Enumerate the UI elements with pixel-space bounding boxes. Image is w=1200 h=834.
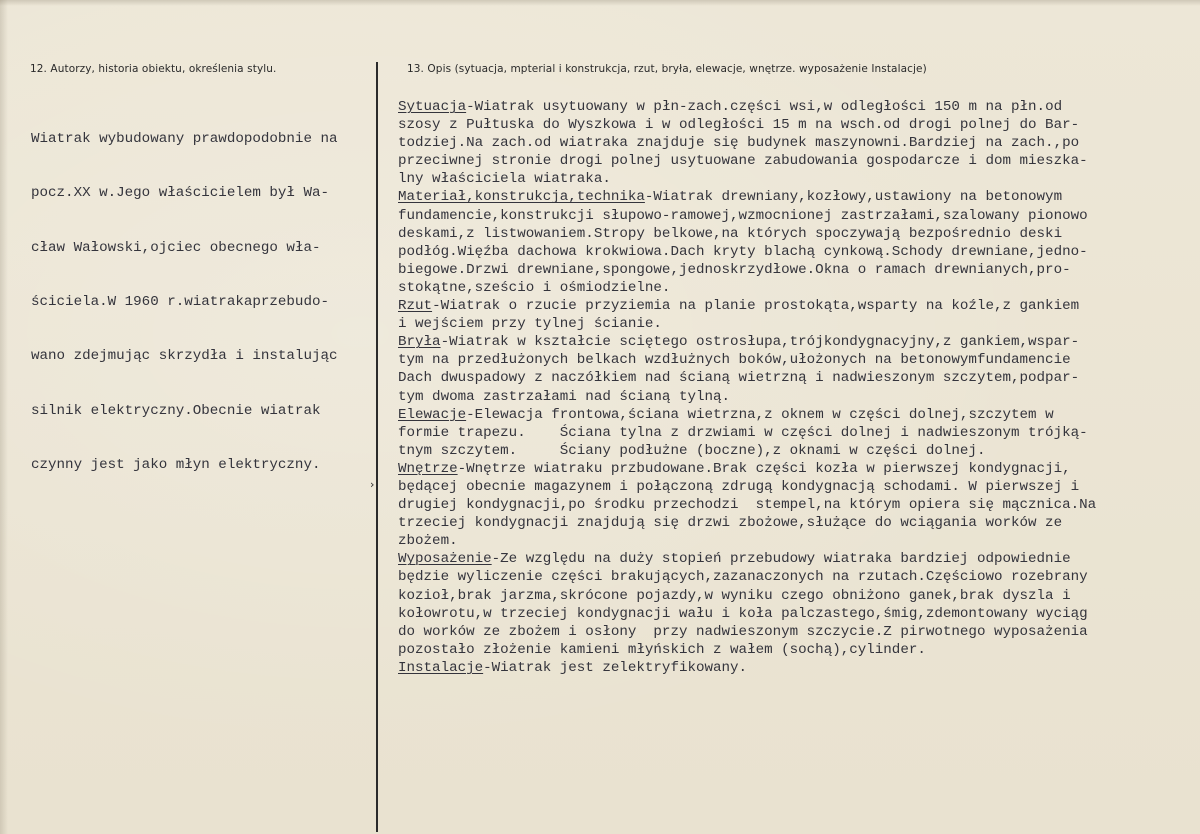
divider-tick-mark: ›	[370, 478, 375, 491]
text-line	[398, 659, 1096, 677]
text-line: pocz.XX w.Jego właścicielem był Wa-	[31, 185, 329, 202]
line-text: kozioł,brak jarzma,skrócone pojazdy,w wyniku czego obniżono ganek,brak dyszla i	[398, 587, 1071, 604]
line-text: drugiej kondygnacji,po środku przechodzi stempel,na którym opiera się mącznica.Na	[398, 497, 1097, 514]
text-line	[398, 623, 1096, 641]
text-line	[398, 460, 1096, 478]
text-line: ściciela.W 1960 r.wiatrakaprzebudo-	[31, 294, 329, 311]
text-line	[398, 587, 1096, 605]
paper-edge-top	[0, 0, 1200, 6]
text-line	[398, 279, 1096, 297]
text-line: cław Wałowski,ojciec obecnego wła-	[31, 239, 321, 256]
line-text: formie trapezu. Ściana tylna z drzwiami w części dolnej i nadwieszonym trójką-	[398, 424, 1088, 441]
line-text: zbożem.	[398, 533, 458, 550]
line-text: tym na przedłużonych belkach wzdłużnych boków,ułożonych na betonowymfundamencie	[398, 352, 1071, 369]
text-line	[398, 532, 1096, 550]
line-text: -Wiatrak jest zelektryfikowany.	[483, 659, 748, 676]
section-label: Wnętrze	[398, 460, 458, 477]
section-label: Bryła	[398, 334, 441, 351]
line-text: tnym szczytem. Ściany podłużne (boczne),z oknami w części dolnej.	[398, 442, 986, 459]
text-line	[398, 496, 1096, 514]
line-text: podłóg.Więźba dachowa krokwiowa.Dach kryty blachą cynkową.Schody drewniane,jedno-	[398, 243, 1088, 260]
line-text: pozostało złożenie kamieni młyńskich z wałem (sochą),cylinder.	[398, 641, 926, 658]
line-text: -Wiatrak drewniany,kozłowy,ustawiony na betonowym	[644, 189, 1063, 206]
section-12-heading: 12. Autorzy, historia obiektu, określenia stylu.	[30, 63, 277, 75]
text-line	[398, 333, 1096, 351]
line-text: kołowrotu,w trzeciej kondygnacji wału i koła palczastego,śmig,zdemontowany wyciąg	[398, 605, 1088, 622]
line-text: trzeciej kondygnacji znajdują się drzwi zbożowe,służące do wciągania worków ze	[398, 515, 1063, 532]
line-text: będzie wyliczenie części brakujących,zazanaczonych na rzutach.Częściowo rozebrany	[398, 569, 1088, 586]
text-line	[398, 568, 1096, 586]
paper-edge-left	[0, 0, 8, 834]
text-line	[398, 369, 1096, 387]
line-text: -Wiatrak o rzucie przyziemia na planie prostokąta,wsparty na koźle,z gankiem	[432, 298, 1080, 315]
line-text: tym dwoma zastrzałami nad ścianą tylną.	[398, 388, 731, 405]
line-text: przeciwnej stronie drogi polnej usytuowane zabudowania gospodarcze i dom mieszka-	[398, 153, 1088, 170]
section-label: Instalacje	[398, 659, 484, 676]
text-line	[398, 442, 1096, 460]
section-label: Rzut	[398, 298, 433, 315]
line-text: i wejściem przy tylnej ścianie.	[398, 316, 662, 333]
line-text: -Wiatrak w kształcie sciętego ostrosłupa,trójkondygnacyjny,z gankiem,wspar-	[440, 334, 1080, 351]
text-line	[398, 261, 1096, 279]
text-line	[398, 207, 1096, 225]
text-line	[398, 605, 1096, 623]
text-line	[398, 315, 1096, 333]
line-text: stokątne,sześcio i ośmiodzielne.	[398, 279, 671, 296]
text-line	[398, 641, 1096, 659]
text-line: Wiatrak wybudowany prawdopodobnie na	[31, 131, 338, 148]
text-line	[398, 225, 1096, 243]
text-line: czynny jest jako młyn elektryczny.	[31, 456, 321, 473]
text-line	[398, 297, 1096, 315]
line-text: -Elewacja frontowa,ściana wietrzna,z oknem w części dolnej,szczytem w	[466, 406, 1054, 423]
text-line	[398, 98, 1096, 116]
column-divider	[376, 62, 378, 832]
line-text: fundamencie,konstrukcji słupowo-ramowej,wzmocnionej zastrzałami,szalowany pionowo	[398, 207, 1088, 224]
line-text: do worków ze zbożem i osłony przy nadwieszonym szczycie.Z pirwotnego wyposażenia	[398, 623, 1088, 640]
text-line	[398, 188, 1096, 206]
line-text: będącej obecnie magazynem i połączoną zdrugą kondygnacją schodami. W pierwszej i	[398, 478, 1080, 495]
section-label: Sytuacja	[398, 99, 467, 115]
text-line	[398, 351, 1096, 369]
authors-history-text	[31, 94, 338, 510]
line-text: todziej.Na zach.od wiatraka znajduje się budynek maszynowni.Bardziej na zach.,po	[398, 135, 1080, 152]
text-line	[398, 116, 1096, 134]
description-text	[398, 98, 1096, 677]
section-label: Wyposażenie	[398, 551, 492, 568]
text-line	[398, 406, 1096, 424]
text-line	[398, 243, 1096, 261]
text-line	[398, 388, 1096, 406]
line-text: -Wiatrak usytuowany w płn-zach.części wsi,w odległości 150 m na płn.od	[466, 99, 1063, 115]
text-line	[398, 152, 1096, 170]
line-text: lny właściciela wiatraka.	[398, 171, 611, 188]
text-line	[398, 424, 1096, 442]
line-text: -Ze względu na duży stopień przebudowy wiatraka bardziej odpowiednie	[491, 551, 1071, 568]
text-line	[398, 478, 1096, 496]
text-line: wano zdejmując skrzydła i instalując	[31, 348, 338, 365]
section-13-heading: 13. Opis (sytuacja, mpterial i konstrukcja, rzut, bryła, elewacje, wnętrze. wyposażenie Instalacje)	[407, 63, 927, 75]
text-line	[398, 514, 1096, 532]
line-text: Dach dwuspadowy z naczółkiem nad ścianą wietrzną i nadwieszonym szczytem,podpar-	[398, 370, 1080, 387]
text-line	[398, 134, 1096, 152]
line-text: szosy z Pułtuska do Wyszkowa i w odległości 15 m na wsch.od drogi polnej do Bar-	[398, 117, 1080, 134]
section-label: Elewacje	[398, 406, 467, 423]
text-line	[398, 170, 1096, 188]
line-text: biegowe.Drzwi drewniane,spongowe,jednoskrzydłowe.Okna o ramach drewnianych,pro-	[398, 261, 1071, 278]
line-text: deskami,z listwowaniem.Stropy belkowe,na których spoczywają bezpośrednio deski	[398, 225, 1063, 242]
text-line	[398, 550, 1096, 568]
text-line: silnik elektryczny.Obecnie wiatrak	[31, 402, 321, 419]
line-text: -Wnętrze wiatraku przbudowane.Brak części kozła w pierwszej kondygnacji,	[457, 460, 1071, 477]
section-label: Materiał,konstrukcja,technika	[398, 189, 645, 206]
